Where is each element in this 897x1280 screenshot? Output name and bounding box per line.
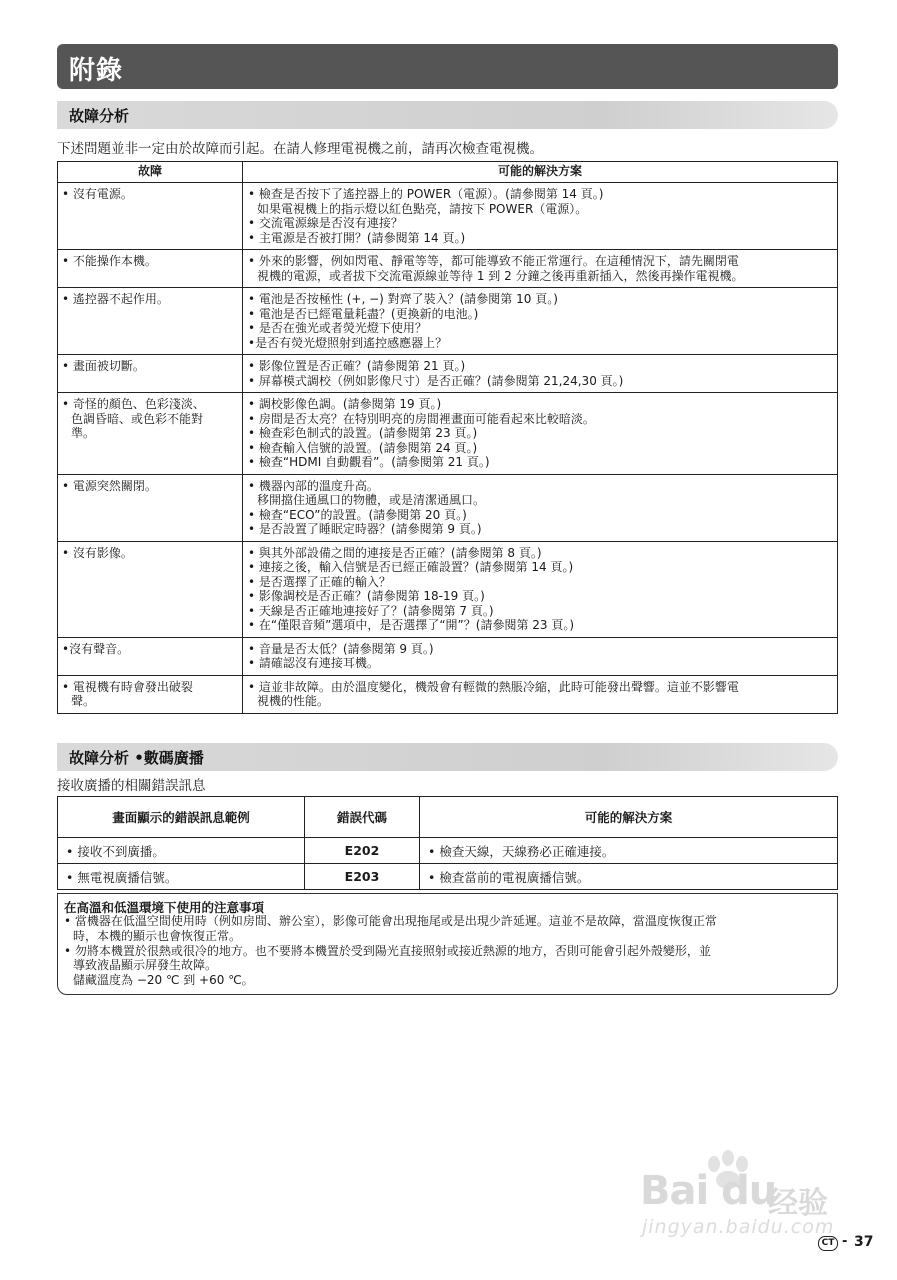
table-row (58, 474, 838, 541)
solution-cell: • 檢查天線，天線務必正確連接。 (420, 838, 838, 864)
solution-line: • 與其外部設備之間的連接是否正確？(請參閱第 8 頁。) (248, 545, 542, 560)
section-header-troubleshooting (57, 101, 838, 129)
solution-cell: • 檢查當前的電視廣播信號。 (420, 864, 838, 890)
column-header-solution: 可能的解決方案 (243, 162, 838, 183)
solution-cell (243, 393, 838, 475)
table-row (58, 541, 838, 637)
error-code-cell: E203 (305, 864, 420, 890)
troubleshooting-table (57, 161, 838, 714)
problem-cell (58, 474, 243, 541)
solution-cell (243, 250, 838, 288)
caution-body (64, 914, 717, 988)
caution-line: • 當機器在低溫空間使用時（例如房間、辦公室），影像可能會出現拖尾或是出現少許延遲。這並不是故障，當溫度恢復正常 (64, 914, 717, 928)
solution-line: 移開擋住通風口的物體，或是清潔通風口。 (257, 493, 486, 507)
column-header-problem: 故障 (58, 162, 243, 183)
table-row (58, 637, 838, 675)
section-header-digital (57, 743, 838, 771)
solution-line: • 調校影像色調。(請參閱第 19 頁。) (248, 397, 442, 411)
troubleshooting-intro: 下述問題並非一定由於故障而引起。在請人修理電視機之前，請再次檢查電視機。 (57, 141, 543, 157)
problem-line: • 奇怪的顏色、色彩淺淡、 (62, 397, 205, 411)
page-separator: - (842, 1234, 848, 1249)
solution-cell (243, 355, 838, 393)
watermark-brand-cn: 经验 (768, 1186, 828, 1221)
solution-line: • 音量是否太低？(請參閱第 9 頁。) (248, 641, 434, 656)
solution-line: • 影像調校是否正確？(請參閱第 18-19 頁。) (248, 589, 485, 603)
solution-line: • 是否選擇了正確的輸入？ (248, 574, 391, 589)
solution-line: • 檢查“HDMI 自動觀看”。(請參閱第 21 頁。) (248, 455, 490, 469)
section-title: 故障分析 (69, 107, 130, 125)
problem-cell (58, 393, 243, 475)
problem-cell (58, 675, 243, 713)
watermark-url: jingyan.baidu.com (642, 1216, 835, 1238)
table-row (58, 355, 838, 393)
table-row (58, 250, 838, 288)
solution-line: • 是否在強光或者熒光燈下使用？ (248, 321, 427, 335)
solution-line: • 檢查彩色制式的設置。(請參閱第 23 頁。) (248, 426, 478, 440)
caution-box (57, 893, 838, 995)
digital-intro: 接收廣播的相關錯誤訊息 (57, 778, 206, 794)
solution-cell (243, 183, 838, 250)
problem-cell (58, 541, 243, 637)
solution-line: • 機器內部的溫度升高。 (248, 478, 379, 493)
solution-line: • 主電源是否被打開？(請參閱第 14 頁。) (248, 230, 466, 245)
solution-line: • 是否設置了睡眠定時器？(請參閱第 9 頁。) (248, 522, 482, 536)
column-header-solution: 可能的解決方案 (420, 797, 838, 838)
section-title: 故障分析 •數碼廣播 (69, 749, 204, 767)
problem-line: • 畫面被切斷。 (62, 359, 145, 373)
column-header-message: 畫面顯示的錯誤訊息範例 (58, 797, 305, 838)
problem-cell (58, 288, 243, 355)
caution-title: 在高溫和低溫環境下使用的注意事項 (64, 900, 265, 915)
caution-line: 導致液晶顯示屏發生故障。 (73, 958, 218, 973)
solution-line: • 連接之後，輸入信號是否已經正確設置？(請參閱第 14 頁。) (248, 560, 574, 574)
error-message-cell: • 接收不到廣播。 (58, 838, 305, 864)
solution-line: • 這並非故障。由於溫度變化，機殼會有輕微的熱脹冷縮，此時可能發出聲響。這並不影響電 (248, 679, 739, 694)
problem-cell (58, 250, 243, 288)
problem-line: • 電源突然關閉。 (62, 478, 157, 493)
problem-line: 色調昏暗、或色彩不能對 (71, 411, 204, 426)
problem-cell (58, 183, 243, 250)
solution-line: • 影像位置是否正確？(請參閱第 21 頁。) (248, 359, 466, 373)
problem-line: 聲。 (71, 694, 96, 708)
solution-line: • 房間是否太亮？在特別明亮的房間裡畫面可能看起來比較暗淡。 (248, 411, 595, 426)
solution-line: • 檢查輸入信號的設置。(請參閱第 24 頁。) (248, 440, 478, 455)
column-header-code: 錯誤代碼 (305, 797, 420, 838)
solution-cell (243, 474, 838, 541)
error-message-cell: • 無電視廣播信號。 (58, 864, 305, 890)
caution-line: 儲藏溫度為 −20 ℃ 到 +60 ℃。 (73, 973, 254, 988)
error-code-table (57, 796, 838, 890)
chapter-title: 附錄 (69, 56, 124, 86)
solution-line: 如果電視機上的指示燈以紅色點亮，請按下 POWER（電源）。 (257, 201, 588, 216)
caution-line: • 勿將本機置於很熱或很冷的地方。也不要將本機置於受到陽光直接照射或接近熱源的地方，否則可能會引起外殼變形，並 (64, 943, 711, 958)
solution-cell (243, 288, 838, 355)
solution-cell (243, 675, 838, 713)
solution-line: • 交流電源線是否沒有連接？ (248, 216, 403, 230)
solution-line: 視機的電源，或者拔下交流電源線並等待 1 到 2 分鐘之後再重新插入，然後再操作電視機。 (257, 268, 744, 283)
page-number: 37 (854, 1234, 874, 1250)
solution-cell (243, 541, 838, 637)
problem-line: •沒有聲音。 (62, 641, 130, 656)
problem-line: • 沒有電源。 (62, 187, 133, 201)
solution-line: • 電池是否按極性 (+, −) 對齊了裝入？(請參閱第 10 頁。) (248, 292, 558, 306)
solution-line: • 電池是否已經電量耗盡？(更換新的电池。) (248, 306, 479, 321)
solution-cell (243, 637, 838, 675)
table-row (58, 838, 838, 864)
solution-line: • 屏幕模式調校（例如影像尺寸）是否正確？(請參閱第 21,24,30 頁。) (248, 373, 624, 388)
problem-cell (58, 355, 243, 393)
problem-cell (58, 637, 243, 675)
table-row (58, 675, 838, 713)
error-code-cell: E202 (305, 838, 420, 864)
problem-line: • 不能操作本機。 (62, 254, 157, 268)
table-row (58, 864, 838, 890)
table-header-row (58, 797, 838, 838)
chapter-header (57, 44, 838, 89)
watermark-brand: Bai du (640, 1168, 777, 1214)
table-header-row (58, 162, 838, 183)
solution-line: • 檢查是否按下了遙控器上的 POWER（電源）。(請參閱第 14 頁。) (248, 187, 604, 201)
table-row (58, 393, 838, 475)
solution-line: • 檢查“ECO”的設置。(請參閱第 20 頁。) (248, 507, 467, 522)
caution-line: 時，本機的顯示也會恢復正常。 (73, 928, 242, 943)
problem-line: • 電視機有時會發出破裂 (62, 679, 193, 694)
language-badge: CT (818, 1236, 838, 1251)
solution-line: • 請確認沒有連接耳機。 (248, 656, 379, 670)
table-row (58, 183, 838, 250)
solution-line: 視機的性能。 (257, 694, 330, 708)
problem-line: • 沒有影像。 (62, 545, 133, 560)
solution-line: • 天線是否正確地連接好了？(請參閱第 7 頁。) (248, 603, 494, 618)
solution-line: • 外來的影響，例如閃電、靜電等等，都可能導致不能正常運行。在這種情況下，請先關閉電 (248, 254, 739, 268)
solution-line: •是否有熒光燈照射到遙控感應器上？ (248, 335, 448, 350)
problem-line: • 遙控器不起作用。 (62, 292, 169, 306)
table-row (58, 288, 838, 355)
problem-line: 準。 (71, 426, 96, 440)
solution-line: • 在“僅限音頻”選項中，是否選擇了“開”？(請參閱第 23 頁。) (248, 618, 575, 632)
baidu-watermark (640, 1150, 840, 1250)
